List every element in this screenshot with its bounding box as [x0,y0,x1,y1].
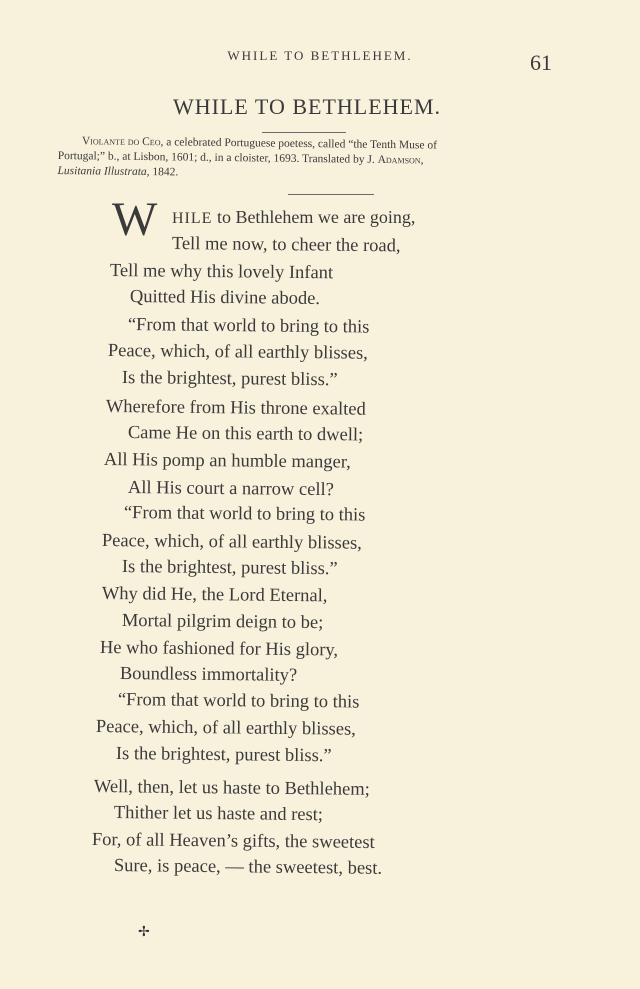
first-line-caps: HILE [172,210,213,227]
poem-line-15: Why did He, the Lord Eternal, [101,584,328,607]
poem-line-1 [172,207,415,228]
page-number: 61 [530,50,552,75]
poem-line-13: Peace, which, of all earthly blisses, [101,531,362,554]
note-line2-end: , [420,154,424,167]
note-translator: Adamson [377,153,421,167]
running-head: WHILE TO BETHLEHEM. [227,48,413,63]
poem-line-14: Is the brightest, purest bliss.” [121,557,338,580]
note-rule [288,194,374,195]
first-line-rest: to Bethlehem we are going, [212,207,416,227]
author-note [57,134,558,185]
poem-line-8: Wherefore from His throne exalted [105,397,366,420]
note-line1-rest: , a celebrated Portuguese poetess, called “the Tenth Muse of [160,136,438,152]
note-source: Lusitania Illustrata [57,164,147,179]
poem-line-18: Boundless immortality? [119,664,298,686]
poem-line-3: Tell me why this lovely Infant [109,261,334,284]
ornament: ✢ [138,925,150,940]
poem-line-17: He who fashioned for His glory, [99,638,339,661]
poem-line-20: Peace, which, of all earthly blisses, [95,717,356,740]
poem-line-22: Well, then, let us haste to Bethlehem; [93,777,370,800]
poem-line-21: Is the brightest, purest bliss.” [115,744,332,767]
poem-line-19: “From that world to bring to this [117,690,360,713]
poem-line-5: “From that world to bring to this [127,315,370,338]
poem-line-10: All His pomp an humble manger, [103,450,351,473]
note-author: Violante do Ceo [81,135,161,149]
drop-cap: W [112,193,158,246]
note-line2-text: Portugal;” b., at Lisbon, 1601; d., in a cloister, 1693. Translated by J. [57,149,375,166]
poem-line-7: Is the brightest, purest bliss.” [121,368,338,391]
title-rule [262,132,346,133]
poem-line-11: All His court a narrow cell? [127,478,334,501]
poem-line-9: Came He on this earth to dwell; [127,423,364,446]
poem-line-2: Tell me now, to cheer the road, [171,234,401,257]
poem-line-23: Thither let us haste and rest; [113,803,324,826]
poem-line-25: Sure, is peace, — the sweetest, best. [113,856,383,879]
poem-line-24: For, of all Heaven’s gifts, the sweetest [91,830,375,853]
poem-title: WHILE TO BETHLEHEM. [172,94,442,119]
poem-line-12: “From that world to bring to this [123,503,366,526]
poem-line-16: Mortal pilgrim deign to be; [121,611,324,634]
poem-line-6: Peace, which, of all earthly blisses, [107,341,368,364]
note-source-year: , 1842. [146,166,179,179]
poem-line-4: Quitted His divine abode. [129,287,321,309]
